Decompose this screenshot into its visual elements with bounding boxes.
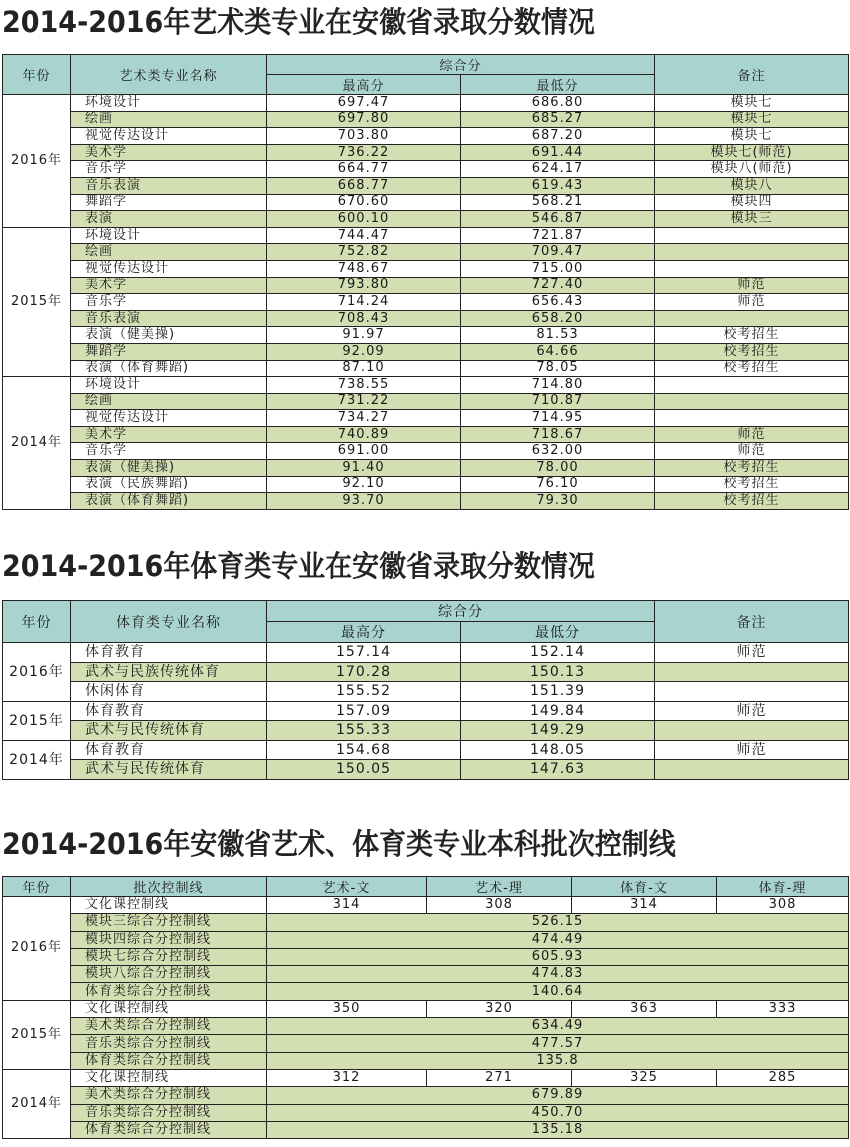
header-note: 备注	[655, 601, 849, 643]
max-score-cell: 793.80	[267, 277, 461, 294]
min-score-cell: 78.05	[461, 360, 655, 377]
table-row	[3, 144, 849, 161]
max-score-cell: 664.77	[267, 161, 461, 178]
major-name-cell: 视觉传达设计	[71, 410, 267, 427]
note-cell: 模块四	[655, 194, 849, 211]
min-score-cell: 81.53	[461, 327, 655, 344]
header-max: 最高分	[267, 622, 461, 643]
note-cell: 校考招生	[655, 343, 849, 360]
culture-score-cell: 271	[427, 1069, 572, 1086]
note-cell: 模块三	[655, 211, 849, 228]
note-cell	[655, 662, 849, 682]
control-line-name-cell: 文化课控制线	[71, 1069, 267, 1086]
table-row	[3, 983, 849, 1000]
max-score-cell: 714.24	[267, 294, 461, 311]
min-score-cell: 715.00	[461, 260, 655, 277]
table-row	[3, 1035, 849, 1052]
note-cell	[655, 377, 849, 394]
major-name-cell: 音乐表演	[71, 310, 267, 327]
note-cell	[655, 721, 849, 741]
note-cell: 校考招生	[655, 460, 849, 477]
major-name-cell: 美术学	[71, 277, 267, 294]
header-note: 备注	[655, 55, 849, 95]
control-line-name-cell: 文化课控制线	[71, 1000, 267, 1017]
table-row	[3, 460, 849, 477]
max-score-cell: 752.82	[267, 244, 461, 261]
major-name-cell: 绘画	[71, 393, 267, 410]
composite-line-value-cell: 135.18	[267, 1121, 849, 1138]
major-name-cell: 视觉传达设计	[71, 128, 267, 145]
note-cell: 模块八(师范)	[655, 161, 849, 178]
note-cell: 模块八	[655, 177, 849, 194]
note-cell	[655, 310, 849, 327]
control-line-name-cell: 美术类综合分控制线	[71, 1018, 267, 1035]
max-score-cell: 734.27	[267, 410, 461, 427]
header-year: 年份	[3, 601, 71, 643]
table-row	[3, 128, 849, 145]
year-cell: 2015年	[3, 1000, 71, 1069]
max-score-cell: 708.43	[267, 310, 461, 327]
min-score-cell: 76.10	[461, 476, 655, 493]
note-cell: 师范	[655, 701, 849, 721]
min-score-cell: 150.13	[461, 662, 655, 682]
header-major: 艺术类专业名称	[71, 55, 267, 95]
max-score-cell: 87.10	[267, 360, 461, 377]
major-name-cell: 视觉传达设计	[71, 260, 267, 277]
header-composite: 综合分	[267, 601, 655, 622]
min-score-cell: 149.29	[461, 721, 655, 741]
min-score-cell: 687.20	[461, 128, 655, 145]
control-line-table	[2, 876, 849, 1139]
major-name-cell: 休闲体育	[71, 682, 267, 702]
major-name-cell: 音乐表演	[71, 177, 267, 194]
table-row	[3, 701, 849, 721]
control-line-name-cell: 模块四综合分控制线	[71, 931, 267, 948]
max-score-cell: 600.10	[267, 211, 461, 228]
culture-score-cell: 314	[572, 897, 717, 914]
major-name-cell: 体育教育	[71, 643, 267, 663]
header-major: 体育类专业名称	[71, 601, 267, 643]
note-cell: 师范	[655, 277, 849, 294]
major-name-cell: 绘画	[71, 244, 267, 261]
year-cell: 2016年	[3, 643, 71, 702]
composite-line-value-cell: 474.49	[267, 931, 849, 948]
control-line-name-cell: 模块八综合分控制线	[71, 966, 267, 983]
table-row	[3, 443, 849, 460]
min-score-cell: 714.80	[461, 377, 655, 394]
min-score-cell: 658.20	[461, 310, 655, 327]
min-score-cell: 152.14	[461, 643, 655, 663]
note-cell	[655, 227, 849, 244]
table-row	[3, 227, 849, 244]
max-score-cell: 668.77	[267, 177, 461, 194]
major-name-cell: 表演（体育舞蹈)	[71, 360, 267, 377]
note-cell	[655, 244, 849, 261]
control-line-name-cell: 模块七综合分控制线	[71, 948, 267, 965]
major-name-cell: 音乐学	[71, 443, 267, 460]
max-score-cell: 748.67	[267, 260, 461, 277]
table-row	[3, 721, 849, 741]
min-score-cell: 624.17	[461, 161, 655, 178]
table-row	[3, 662, 849, 682]
year-cell: 2015年	[3, 227, 71, 376]
control-section-title: 2014-2016年安徽省艺术、体育类专业本科批次控制线	[2, 827, 676, 861]
major-name-cell: 表演	[71, 211, 267, 228]
table-row	[3, 343, 849, 360]
max-score-cell: 91.40	[267, 460, 461, 477]
table-row	[3, 277, 849, 294]
min-score-cell: 79.30	[461, 493, 655, 510]
major-name-cell: 绘画	[71, 111, 267, 128]
min-score-cell: 656.43	[461, 294, 655, 311]
min-score-cell: 568.21	[461, 194, 655, 211]
culture-score-cell: 308	[427, 897, 572, 914]
culture-score-cell: 333	[717, 1000, 849, 1017]
culture-score-cell: 320	[427, 1000, 572, 1017]
min-score-cell: 709.47	[461, 244, 655, 261]
composite-line-value-cell: 605.93	[267, 948, 849, 965]
note-cell: 校考招生	[655, 327, 849, 344]
major-name-cell: 武术与民传统体育	[71, 721, 267, 741]
control-line-name-cell: 音乐类综合分控制线	[71, 1035, 267, 1052]
max-score-cell: 740.89	[267, 426, 461, 443]
table-row	[3, 327, 849, 344]
max-score-cell: 744.47	[267, 227, 461, 244]
year-cell: 2016年	[3, 897, 71, 1001]
composite-line-value-cell: 474.83	[267, 966, 849, 983]
min-score-cell: 718.67	[461, 426, 655, 443]
composite-line-value-cell: 526.15	[267, 914, 849, 931]
table-row	[3, 177, 849, 194]
min-score-cell: 714.95	[461, 410, 655, 427]
table-row	[3, 95, 849, 112]
table-row	[3, 310, 849, 327]
control-line-name-cell: 体育类综合分控制线	[71, 1052, 267, 1069]
table-row	[3, 211, 849, 228]
max-score-cell: 154.68	[267, 740, 461, 760]
major-name-cell: 音乐学	[71, 161, 267, 178]
max-score-cell: 157.09	[267, 701, 461, 721]
note-cell	[655, 682, 849, 702]
max-score-cell: 155.33	[267, 721, 461, 741]
table-row	[3, 897, 849, 914]
note-cell: 师范	[655, 740, 849, 760]
major-name-cell: 舞蹈学	[71, 194, 267, 211]
header-control-line: 批次控制线	[71, 877, 267, 897]
major-name-cell: 武术与民传统体育	[71, 760, 267, 780]
max-score-cell: 697.80	[267, 111, 461, 128]
table-row	[3, 914, 849, 931]
max-score-cell: 703.80	[267, 128, 461, 145]
header-art-science: 艺术-理	[427, 877, 572, 897]
table-row	[3, 643, 849, 663]
major-name-cell: 表演（健美操)	[71, 327, 267, 344]
note-cell: 模块七	[655, 95, 849, 112]
table-row	[3, 410, 849, 427]
table-row	[3, 1018, 849, 1035]
table-row	[3, 682, 849, 702]
header-min: 最低分	[461, 75, 655, 95]
header-sport-science: 体育-理	[717, 877, 849, 897]
table-row	[3, 244, 849, 261]
min-score-cell: 727.40	[461, 277, 655, 294]
table-row	[3, 966, 849, 983]
min-score-cell: 64.66	[461, 343, 655, 360]
header-art-arts: 艺术-文	[267, 877, 427, 897]
min-score-cell: 685.27	[461, 111, 655, 128]
table-row	[3, 740, 849, 760]
table-row	[3, 393, 849, 410]
min-score-cell: 691.44	[461, 144, 655, 161]
note-cell	[655, 410, 849, 427]
min-score-cell: 147.63	[461, 760, 655, 780]
note-cell: 师范	[655, 443, 849, 460]
control-line-name-cell: 文化课控制线	[71, 897, 267, 914]
major-name-cell: 环境设计	[71, 227, 267, 244]
note-cell: 师范	[655, 294, 849, 311]
max-score-cell: 731.22	[267, 393, 461, 410]
table-row	[3, 294, 849, 311]
major-name-cell: 表演（体育舞蹈)	[71, 493, 267, 510]
note-cell: 模块七	[655, 128, 849, 145]
max-score-cell: 157.14	[267, 643, 461, 663]
major-name-cell: 美术学	[71, 426, 267, 443]
note-cell: 校考招生	[655, 493, 849, 510]
major-name-cell: 表演（民族舞蹈)	[71, 476, 267, 493]
min-score-cell: 721.87	[461, 227, 655, 244]
major-name-cell: 舞蹈学	[71, 343, 267, 360]
table-row	[3, 161, 849, 178]
header-year: 年份	[3, 877, 71, 897]
note-cell: 模块七	[655, 111, 849, 128]
max-score-cell: 170.28	[267, 662, 461, 682]
note-cell: 校考招生	[655, 476, 849, 493]
table-row	[3, 1104, 849, 1121]
year-cell: 2014年	[3, 1069, 71, 1138]
culture-score-cell: 363	[572, 1000, 717, 1017]
max-score-cell: 91.97	[267, 327, 461, 344]
note-cell	[655, 760, 849, 780]
min-score-cell: 149.84	[461, 701, 655, 721]
min-score-cell: 710.87	[461, 393, 655, 410]
year-cell: 2014年	[3, 740, 71, 779]
composite-line-value-cell: 450.70	[267, 1104, 849, 1121]
max-score-cell: 697.47	[267, 95, 461, 112]
max-score-cell: 92.10	[267, 476, 461, 493]
max-score-cell: 93.70	[267, 493, 461, 510]
control-line-name-cell: 模块三综合分控制线	[71, 914, 267, 931]
culture-score-cell: 312	[267, 1069, 427, 1086]
sport-section-title: 2014-2016年体育类专业在安徽省录取分数情况	[2, 549, 595, 583]
culture-score-cell: 314	[267, 897, 427, 914]
major-name-cell: 体育教育	[71, 740, 267, 760]
header-composite: 综合分	[267, 55, 655, 75]
year-cell: 2015年	[3, 701, 71, 740]
table-row	[3, 377, 849, 394]
min-score-cell: 686.80	[461, 95, 655, 112]
note-cell	[655, 260, 849, 277]
art-admission-table	[2, 54, 849, 510]
max-score-cell: 738.55	[267, 377, 461, 394]
major-name-cell: 美术学	[71, 144, 267, 161]
control-line-name-cell: 美术类综合分控制线	[71, 1087, 267, 1104]
year-cell: 2014年	[3, 377, 71, 510]
culture-score-cell: 308	[717, 897, 849, 914]
max-score-cell: 736.22	[267, 144, 461, 161]
min-score-cell: 148.05	[461, 740, 655, 760]
note-cell: 模块七(师范)	[655, 144, 849, 161]
header-min: 最低分	[461, 622, 655, 643]
note-cell: 师范	[655, 643, 849, 663]
table-row	[3, 760, 849, 780]
table-row	[3, 1121, 849, 1138]
composite-line-value-cell: 135.8	[267, 1052, 849, 1069]
table-row	[3, 1087, 849, 1104]
composite-line-value-cell: 634.49	[267, 1018, 849, 1035]
composite-line-value-cell: 140.64	[267, 983, 849, 1000]
major-name-cell: 环境设计	[71, 95, 267, 112]
major-name-cell: 音乐学	[71, 294, 267, 311]
table-row	[3, 931, 849, 948]
control-table-body	[3, 897, 849, 1139]
art-table-body	[3, 95, 849, 510]
header-sport-arts: 体育-文	[572, 877, 717, 897]
table-row	[3, 360, 849, 377]
year-cell: 2016年	[3, 95, 71, 228]
min-score-cell: 632.00	[461, 443, 655, 460]
table-row	[3, 1052, 849, 1069]
control-line-name-cell: 体育类综合分控制线	[71, 1121, 267, 1138]
composite-line-value-cell: 477.57	[267, 1035, 849, 1052]
culture-score-cell: 285	[717, 1069, 849, 1086]
min-score-cell: 546.87	[461, 211, 655, 228]
table-row	[3, 1069, 849, 1086]
table-row	[3, 948, 849, 965]
control-line-name-cell: 音乐类综合分控制线	[71, 1104, 267, 1121]
table-row	[3, 194, 849, 211]
table-row	[3, 111, 849, 128]
control-line-name-cell: 体育类综合分控制线	[71, 983, 267, 1000]
major-name-cell: 环境设计	[71, 377, 267, 394]
max-score-cell: 691.00	[267, 443, 461, 460]
major-name-cell: 武术与民族传统体育	[71, 662, 267, 682]
table-row	[3, 426, 849, 443]
max-score-cell: 150.05	[267, 760, 461, 780]
header-year: 年份	[3, 55, 71, 95]
note-cell	[655, 393, 849, 410]
major-name-cell: 表演（健美操)	[71, 460, 267, 477]
sport-admission-table	[2, 600, 849, 780]
culture-score-cell: 325	[572, 1069, 717, 1086]
table-row	[3, 1000, 849, 1017]
max-score-cell: 92.09	[267, 343, 461, 360]
min-score-cell: 78.00	[461, 460, 655, 477]
max-score-cell: 670.60	[267, 194, 461, 211]
culture-score-cell: 350	[267, 1000, 427, 1017]
note-cell: 校考招生	[655, 360, 849, 377]
min-score-cell: 619.43	[461, 177, 655, 194]
note-cell: 师范	[655, 426, 849, 443]
min-score-cell: 151.39	[461, 682, 655, 702]
sport-table-body	[3, 643, 849, 780]
table-row	[3, 260, 849, 277]
composite-line-value-cell: 679.89	[267, 1087, 849, 1104]
major-name-cell: 体育教育	[71, 701, 267, 721]
table-row	[3, 476, 849, 493]
header-max: 最高分	[267, 75, 461, 95]
art-section-title: 2014-2016年艺术类专业在安徽省录取分数情况	[2, 5, 595, 39]
max-score-cell: 155.52	[267, 682, 461, 702]
table-row	[3, 493, 849, 510]
